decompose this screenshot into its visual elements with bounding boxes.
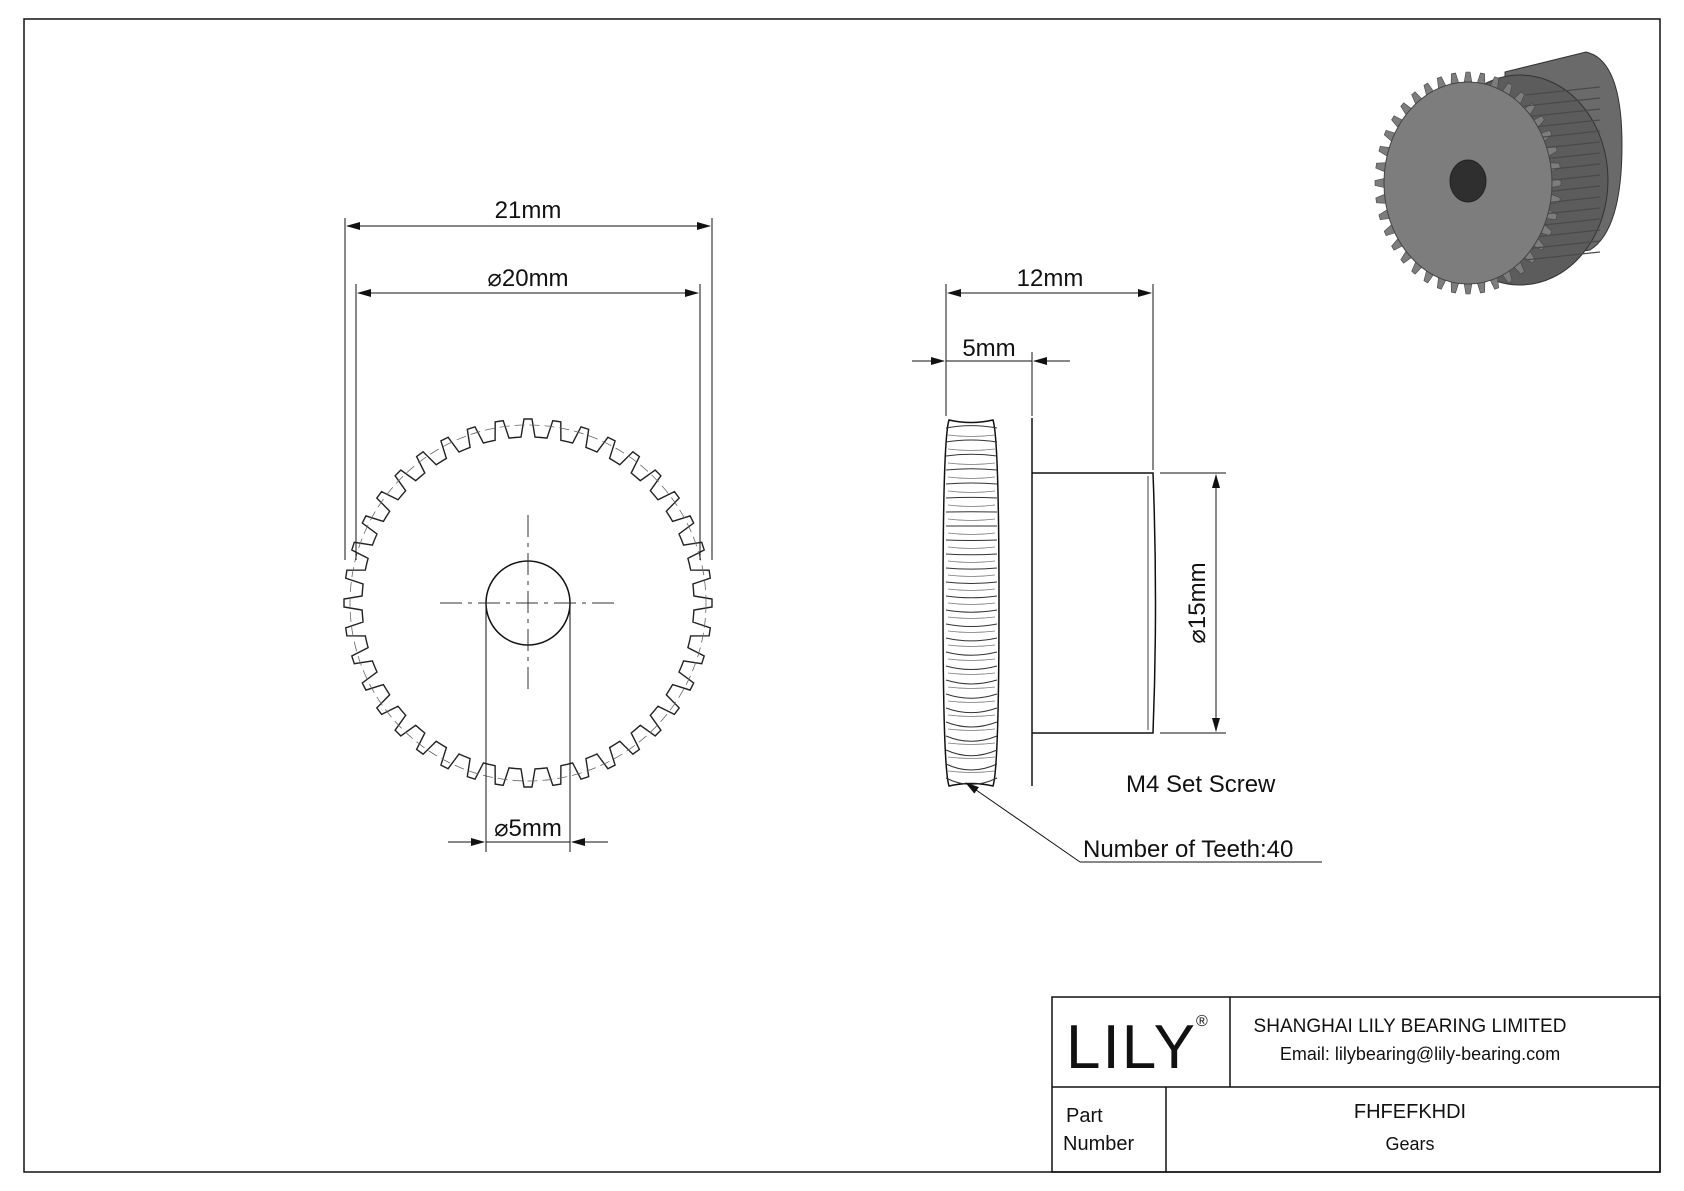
registered-mark: ® [1196,1013,1208,1030]
part-label-line1: Part [1066,1105,1103,1127]
hub-diameter-label: ⌀15mm [1184,562,1211,644]
company-email: Email: lilybearing@lily-bearing.com [1279,1044,1561,1064]
company-logo: LILY [1066,1013,1197,1082]
render-tooth [1464,72,1472,82]
company-name: SHANGHAI LILY BEARING LIMITED [1253,1016,1567,1037]
render-bore [1450,160,1486,202]
pitch-dimension-label: ⌀20mm [487,265,569,292]
front-view [344,197,712,852]
title-block [1052,997,1660,1172]
hub-profile [1032,473,1156,733]
outer-dimension-label: 21mm [494,197,562,224]
side-view [912,265,1322,863]
teeth-callout-label: Number of Teeth:40 [1083,836,1294,863]
gear-width-label: 5mm [962,335,1016,362]
set-screw-label: M4 Set Screw [1126,771,1276,798]
gear-3d-render [1375,52,1622,294]
part-category: Gears [1385,1134,1435,1154]
overall-length-label: 12mm [1016,265,1084,292]
render-tooth [1464,284,1472,294]
part-number: FHFEFKHDI [1353,1101,1467,1123]
bore-dimension-label: ⌀5mm [494,815,562,842]
gear-face-profile [943,420,999,786]
render-tooth [1375,179,1384,188]
part-label-line2: Number [1063,1133,1135,1155]
teeth-leader-line [966,783,1080,862]
